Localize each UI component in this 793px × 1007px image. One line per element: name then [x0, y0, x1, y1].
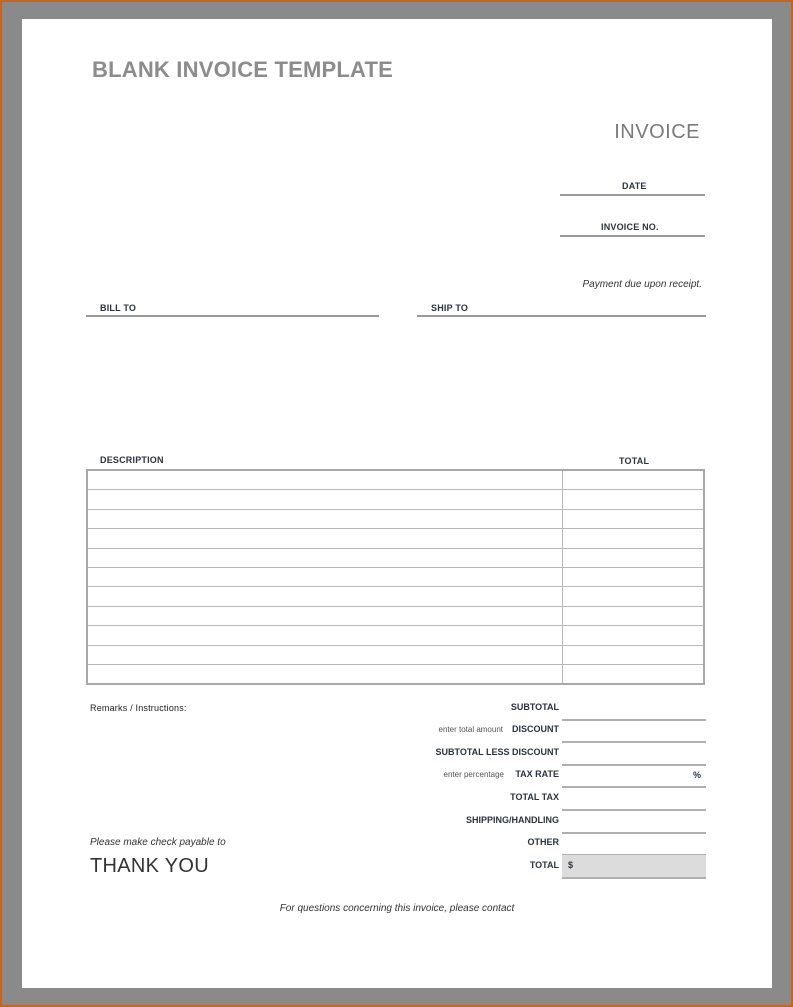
total-cell[interactable]	[563, 645, 705, 664]
check-payable-text: Please make check payable to	[90, 837, 226, 848]
bill-to-field[interactable]	[86, 315, 379, 317]
dollar-symbol: $	[568, 860, 574, 870]
subtotal-field[interactable]	[562, 699, 706, 721]
total-cell[interactable]	[563, 606, 705, 625]
table-row	[87, 626, 704, 645]
subtotal-label: SUBTOTAL	[510, 702, 559, 712]
date-field[interactable]	[560, 194, 705, 196]
total-cell[interactable]	[563, 470, 705, 490]
invoice-heading: INVOICE	[614, 121, 700, 143]
table-row	[87, 567, 704, 586]
bill-to-label: BILL TO	[100, 303, 137, 313]
description-cell[interactable]	[87, 548, 563, 567]
other-label: OTHER	[527, 837, 559, 847]
total-tax-label: TOTAL TAX	[510, 792, 559, 802]
other-row	[342, 834, 706, 854]
tax-rate-row	[342, 766, 706, 786]
description-cell[interactable]	[87, 509, 563, 528]
table-row	[87, 548, 704, 567]
subtotal-less-discount-label: SUBTOTAL LESS DISCOUNT	[435, 747, 559, 757]
subtotal-less-discount-field[interactable]	[562, 744, 706, 766]
description-cell[interactable]	[87, 606, 563, 625]
table-row	[87, 509, 704, 528]
table-row	[87, 664, 704, 684]
description-cell[interactable]	[87, 529, 563, 548]
description-cell[interactable]	[87, 587, 563, 606]
shipping-label: SHIPPING/HANDLING	[465, 815, 559, 825]
remarks-label: Remarks / Instructions:	[90, 703, 187, 713]
document-title: BLANK INVOICE TEMPLATE	[92, 57, 393, 82]
shipping-field[interactable]	[562, 812, 706, 834]
total-cell[interactable]	[563, 567, 705, 586]
subtotal-less-discount-row	[342, 744, 706, 764]
description-cell[interactable]	[87, 567, 563, 586]
total-tax-row	[342, 789, 706, 809]
percent-symbol: %	[692, 770, 701, 780]
tax-rate-field[interactable]	[562, 766, 706, 788]
table-row	[87, 587, 704, 606]
payment-terms: Payment due upon receipt.	[582, 279, 702, 290]
footer-contact-text: For questions concerning this invoice, please contact	[279, 903, 515, 914]
description-cell[interactable]	[87, 626, 563, 645]
total-cell[interactable]	[563, 509, 705, 528]
shipping-row	[342, 812, 706, 832]
description-header: DESCRIPTION	[100, 455, 164, 465]
total-tax-field[interactable]	[562, 789, 706, 811]
total-field[interactable]	[562, 855, 706, 879]
date-label: DATE	[622, 181, 647, 191]
total-cell[interactable]	[563, 587, 705, 606]
table-row	[87, 490, 704, 509]
total-label: TOTAL	[529, 860, 559, 870]
table-row	[87, 645, 704, 664]
description-cell[interactable]	[87, 664, 563, 684]
discount-label: DISCOUNT	[512, 724, 559, 734]
discount-row	[342, 721, 706, 741]
invoice-page	[22, 19, 772, 988]
tax-rate-hint: enter percentage	[443, 770, 504, 779]
total-cell[interactable]	[563, 548, 705, 567]
total-row	[342, 855, 706, 878]
table-row	[87, 529, 704, 548]
ship-to-label: SHIP TO	[431, 303, 469, 313]
ship-to-field[interactable]	[417, 315, 706, 317]
description-cell[interactable]	[87, 645, 563, 664]
other-field[interactable]	[562, 834, 706, 856]
subtotal-row	[342, 699, 706, 719]
discount-field[interactable]	[562, 721, 706, 743]
table-row	[87, 606, 704, 625]
thank-you: THANK YOU	[90, 855, 210, 877]
total-cell[interactable]	[563, 626, 705, 645]
window-frame	[2, 2, 791, 1005]
total-cell[interactable]	[563, 529, 705, 548]
total-header: TOTAL	[619, 456, 650, 466]
line-items-table	[86, 469, 705, 685]
total-cell[interactable]	[563, 664, 705, 684]
invoice-no-field[interactable]	[560, 235, 705, 237]
table-row	[87, 470, 704, 490]
total-cell[interactable]	[563, 490, 705, 509]
description-cell[interactable]	[87, 490, 563, 509]
description-cell[interactable]	[87, 470, 563, 490]
invoice-no-label: INVOICE NO.	[601, 222, 659, 232]
tax-rate-label: TAX RATE	[515, 769, 559, 779]
discount-hint: enter total amount	[438, 725, 503, 734]
